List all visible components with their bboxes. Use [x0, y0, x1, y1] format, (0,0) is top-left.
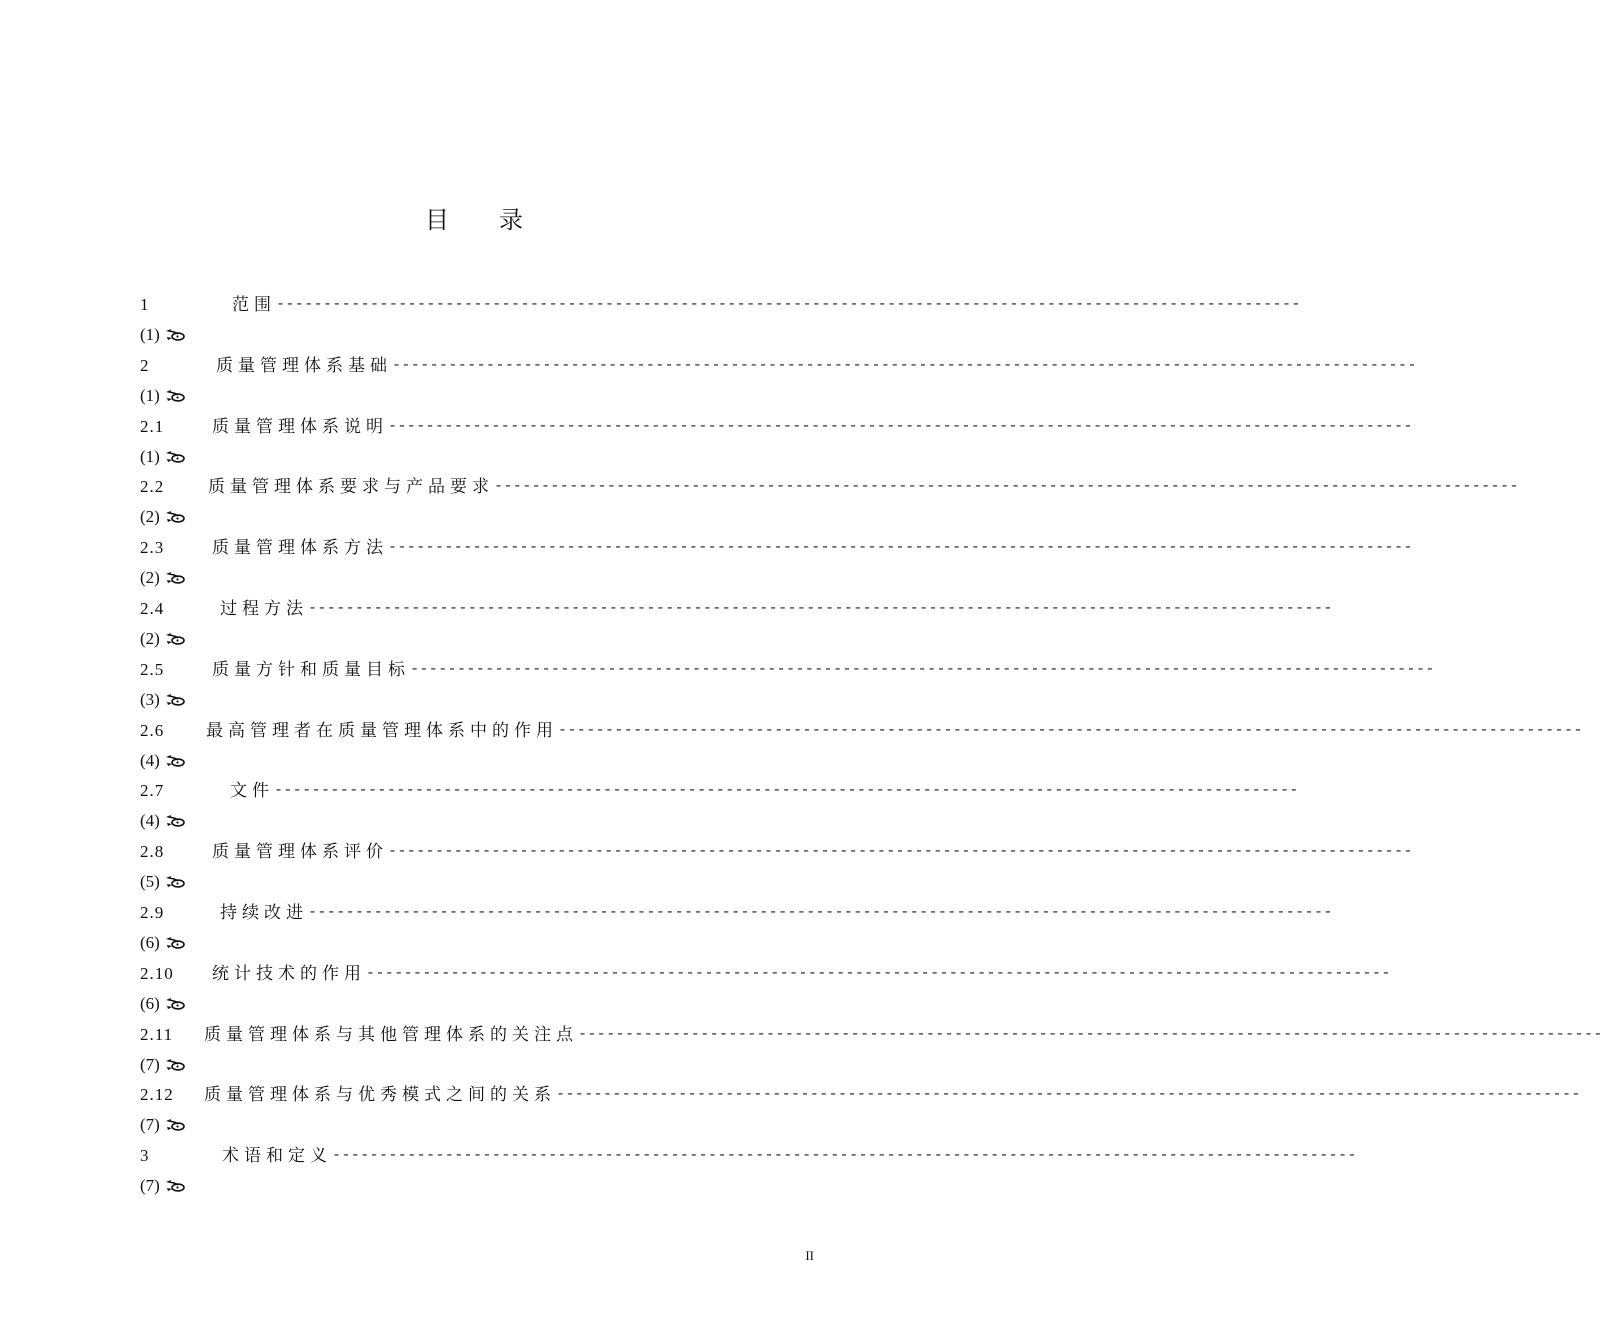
toc-entry-page: (7) [140, 1054, 160, 1074]
toc-leader-dashes: ------------------------------------------------------------------------------------------------------------- [388, 539, 1413, 557]
toc-entry-number: 2.7 [140, 781, 165, 801]
toc-entry-page-line [140, 442, 186, 472]
toc-entry-number: 2.4 [140, 598, 165, 618]
toc-entry-page-line [140, 1171, 186, 1201]
toc-entry-page: (1) [140, 325, 160, 344]
toc-entry-number: 2.5 [140, 659, 165, 679]
toc-entry[interactable] [140, 351, 1417, 412]
toc-entry-label: 术语和定义 [222, 1146, 332, 1167]
toc-leader-dashes: ------------------------------------------------------------------------------------------------------------- [308, 599, 1333, 617]
toc-entry-heading-line [140, 655, 1435, 685]
toc-leader-dashes: ------------------------------------------------------------------------------------------------------------- [308, 903, 1333, 921]
toc-leader-dashes: ------------------------------------------------------------------------------------------------------------- [366, 964, 1391, 982]
toc-entry[interactable] [140, 1020, 1603, 1081]
return-symbol-icon [164, 1118, 186, 1132]
page-number: II [805, 1248, 814, 1263]
toc-entry-number: 2.12 [140, 1085, 174, 1105]
toc-entry-number: 3 [140, 1146, 150, 1166]
toc-entry-page-line [140, 685, 186, 715]
toc-entry-page-line [140, 746, 186, 776]
toc-entry-page-line [140, 867, 186, 897]
toc-entry[interactable] [140, 716, 1583, 777]
toc-entry-page: (7) [140, 1176, 160, 1196]
toc-entry-heading-line [140, 716, 1583, 746]
toc-entry-number: 2.8 [140, 842, 165, 862]
toc-entry-page: (5) [140, 872, 160, 892]
toc-entry[interactable] [140, 594, 1333, 655]
toc-entry-page-line [140, 381, 186, 411]
title-char-2: 录 [499, 206, 525, 234]
return-symbol-icon [164, 450, 186, 464]
toc-entry-label: 质量管理体系评价 [212, 842, 388, 863]
toc-leader-dashes: ------------------------------------------------------------------------------------------------------------- [558, 721, 1583, 739]
toc-entry[interactable] [140, 959, 1391, 1020]
toc-entry[interactable] [140, 412, 1413, 473]
return-symbol-icon [164, 571, 186, 585]
return-symbol-icon [164, 389, 186, 403]
toc-entry[interactable] [140, 1141, 1357, 1202]
return-symbol-icon [164, 997, 186, 1011]
toc-entry-page-line [140, 502, 186, 532]
toc-entry-number: 2.1 [140, 416, 165, 436]
return-symbol-icon [164, 754, 186, 768]
return-symbol-icon [164, 510, 186, 524]
toc-leader-dashes: ------------------------------------------------------------------------------------------------------------- [388, 417, 1413, 435]
return-symbol-icon [164, 632, 186, 646]
toc-entry-page: (2) [140, 568, 160, 588]
toc-entry-page-line [140, 989, 186, 1019]
toc-leader-dashes: ------------------------------------------------------------------------------------------------------------- [332, 1147, 1357, 1165]
toc-entry-page-line [140, 320, 186, 350]
toc-entry-number: 2.9 [140, 902, 165, 922]
toc-entry-label: 质量管理体系与其他管理体系的关注点 [204, 1024, 578, 1045]
toc-entry-page: (1) [140, 385, 160, 405]
toc-entry-label: 质量方针和质量目标 [212, 659, 410, 680]
toc-entry-heading-line [140, 1020, 1603, 1050]
page-title [0, 200, 950, 235]
toc-entry-label: 最高管理者在质量管理体系中的作用 [206, 720, 558, 741]
toc-entry[interactable] [140, 1080, 1581, 1141]
toc-entry-page: (2) [140, 507, 160, 527]
toc-entry-label: 质量管理体系说明 [212, 416, 388, 437]
toc-entry[interactable] [140, 837, 1413, 898]
toc-entry-page-line [140, 624, 186, 654]
return-symbol-icon [164, 693, 186, 707]
toc-leader-dashes: ------------------------------------------------------------------------------------------------------------- [276, 296, 1301, 313]
toc-entry-number: 2.6 [140, 720, 165, 740]
toc-entry-number: 2 [140, 355, 150, 375]
toc-entry-page: (6) [140, 932, 160, 952]
toc-entry-page-line [140, 1110, 186, 1140]
toc-entry-page: (6) [140, 993, 160, 1013]
toc-entry-page-line [140, 806, 186, 836]
table-of-contents [140, 290, 1603, 1202]
toc-entry-page: (7) [140, 1115, 160, 1135]
toc-entry-heading-line [140, 351, 1417, 381]
toc-entry-label: 持续改进 [220, 902, 308, 923]
toc-entry-heading-line [140, 1141, 1357, 1171]
toc-entry-label: 质量管理体系要求与产品要求 [208, 477, 494, 498]
toc-entry-heading-line [140, 776, 1299, 806]
toc-leader-dashes: ------------------------------------------------------------------------------------------------------------- [392, 356, 1417, 374]
return-symbol-icon [164, 875, 186, 889]
toc-leader-dashes: ------------------------------------------------------------------------------------------------------------- [388, 843, 1413, 861]
toc-entry-heading-line [140, 959, 1391, 989]
toc-entry[interactable] [140, 776, 1299, 837]
toc-entry-page: (3) [140, 689, 160, 709]
toc-entry-heading-line [140, 594, 1333, 624]
toc-entry-heading-line [140, 412, 1413, 442]
toc-entry-label: 文件 [230, 781, 274, 802]
toc-entry-page: (4) [140, 811, 160, 831]
toc-entry-label: 质量管理体系方法 [212, 538, 388, 559]
return-symbol-icon [164, 1058, 186, 1072]
toc-leader-dashes: ------------------------------------------------------------------------------------------------------------- [578, 1025, 1603, 1043]
toc-leader-dashes: ------------------------------------------------------------------------------------------------------------- [410, 660, 1435, 678]
toc-entry-page: (2) [140, 628, 160, 648]
toc-entry[interactable] [140, 898, 1333, 959]
return-symbol-icon [164, 328, 186, 342]
toc-entry-heading-line [140, 290, 1301, 320]
toc-entry[interactable] [140, 472, 1519, 533]
toc-entry-label: 质量管理体系与优秀模式之间的关系 [204, 1085, 556, 1106]
toc-entry[interactable] [140, 533, 1413, 594]
title-char-1: 目 [425, 206, 451, 234]
toc-entry-number: 2.2 [140, 477, 165, 497]
return-symbol-icon [164, 936, 186, 950]
toc-entry-heading-line [140, 898, 1333, 928]
toc-entry-label: 范围 [232, 295, 276, 315]
toc-entry-page: (4) [140, 750, 160, 770]
toc-entry-label: 质量管理体系基础 [216, 355, 392, 376]
toc-entry[interactable] [140, 655, 1435, 716]
toc-entry-number: 2.3 [140, 538, 165, 558]
toc-entry-page: (1) [140, 446, 160, 466]
toc-entry-page-line [140, 928, 186, 958]
toc-leader-dashes: ------------------------------------------------------------------------------------------------------------- [274, 782, 1299, 800]
toc-entry-number: 2.10 [140, 963, 174, 983]
return-symbol-icon [164, 1179, 186, 1193]
toc-entry-heading-line [140, 1080, 1581, 1110]
toc-entry-page-line [140, 563, 186, 593]
toc-entry-label: 过程方法 [220, 598, 308, 619]
toc-leader-dashes: ------------------------------------------------------------------------------------------------------------- [556, 1086, 1581, 1104]
toc-entry-page-line [140, 1050, 186, 1080]
toc-entry-heading-line [140, 533, 1413, 563]
toc-entry-label: 统计技术的作用 [212, 963, 366, 984]
return-symbol-icon [164, 814, 186, 828]
toc-entry-number: 1 [140, 295, 150, 314]
toc-leader-dashes: ------------------------------------------------------------------------------------------------------------- [494, 478, 1519, 496]
toc-entry-heading-line [140, 472, 1519, 502]
toc-entry-heading-line [140, 837, 1413, 867]
toc-entry[interactable] [140, 290, 1301, 351]
toc-entry-number: 2.11 [140, 1024, 174, 1044]
